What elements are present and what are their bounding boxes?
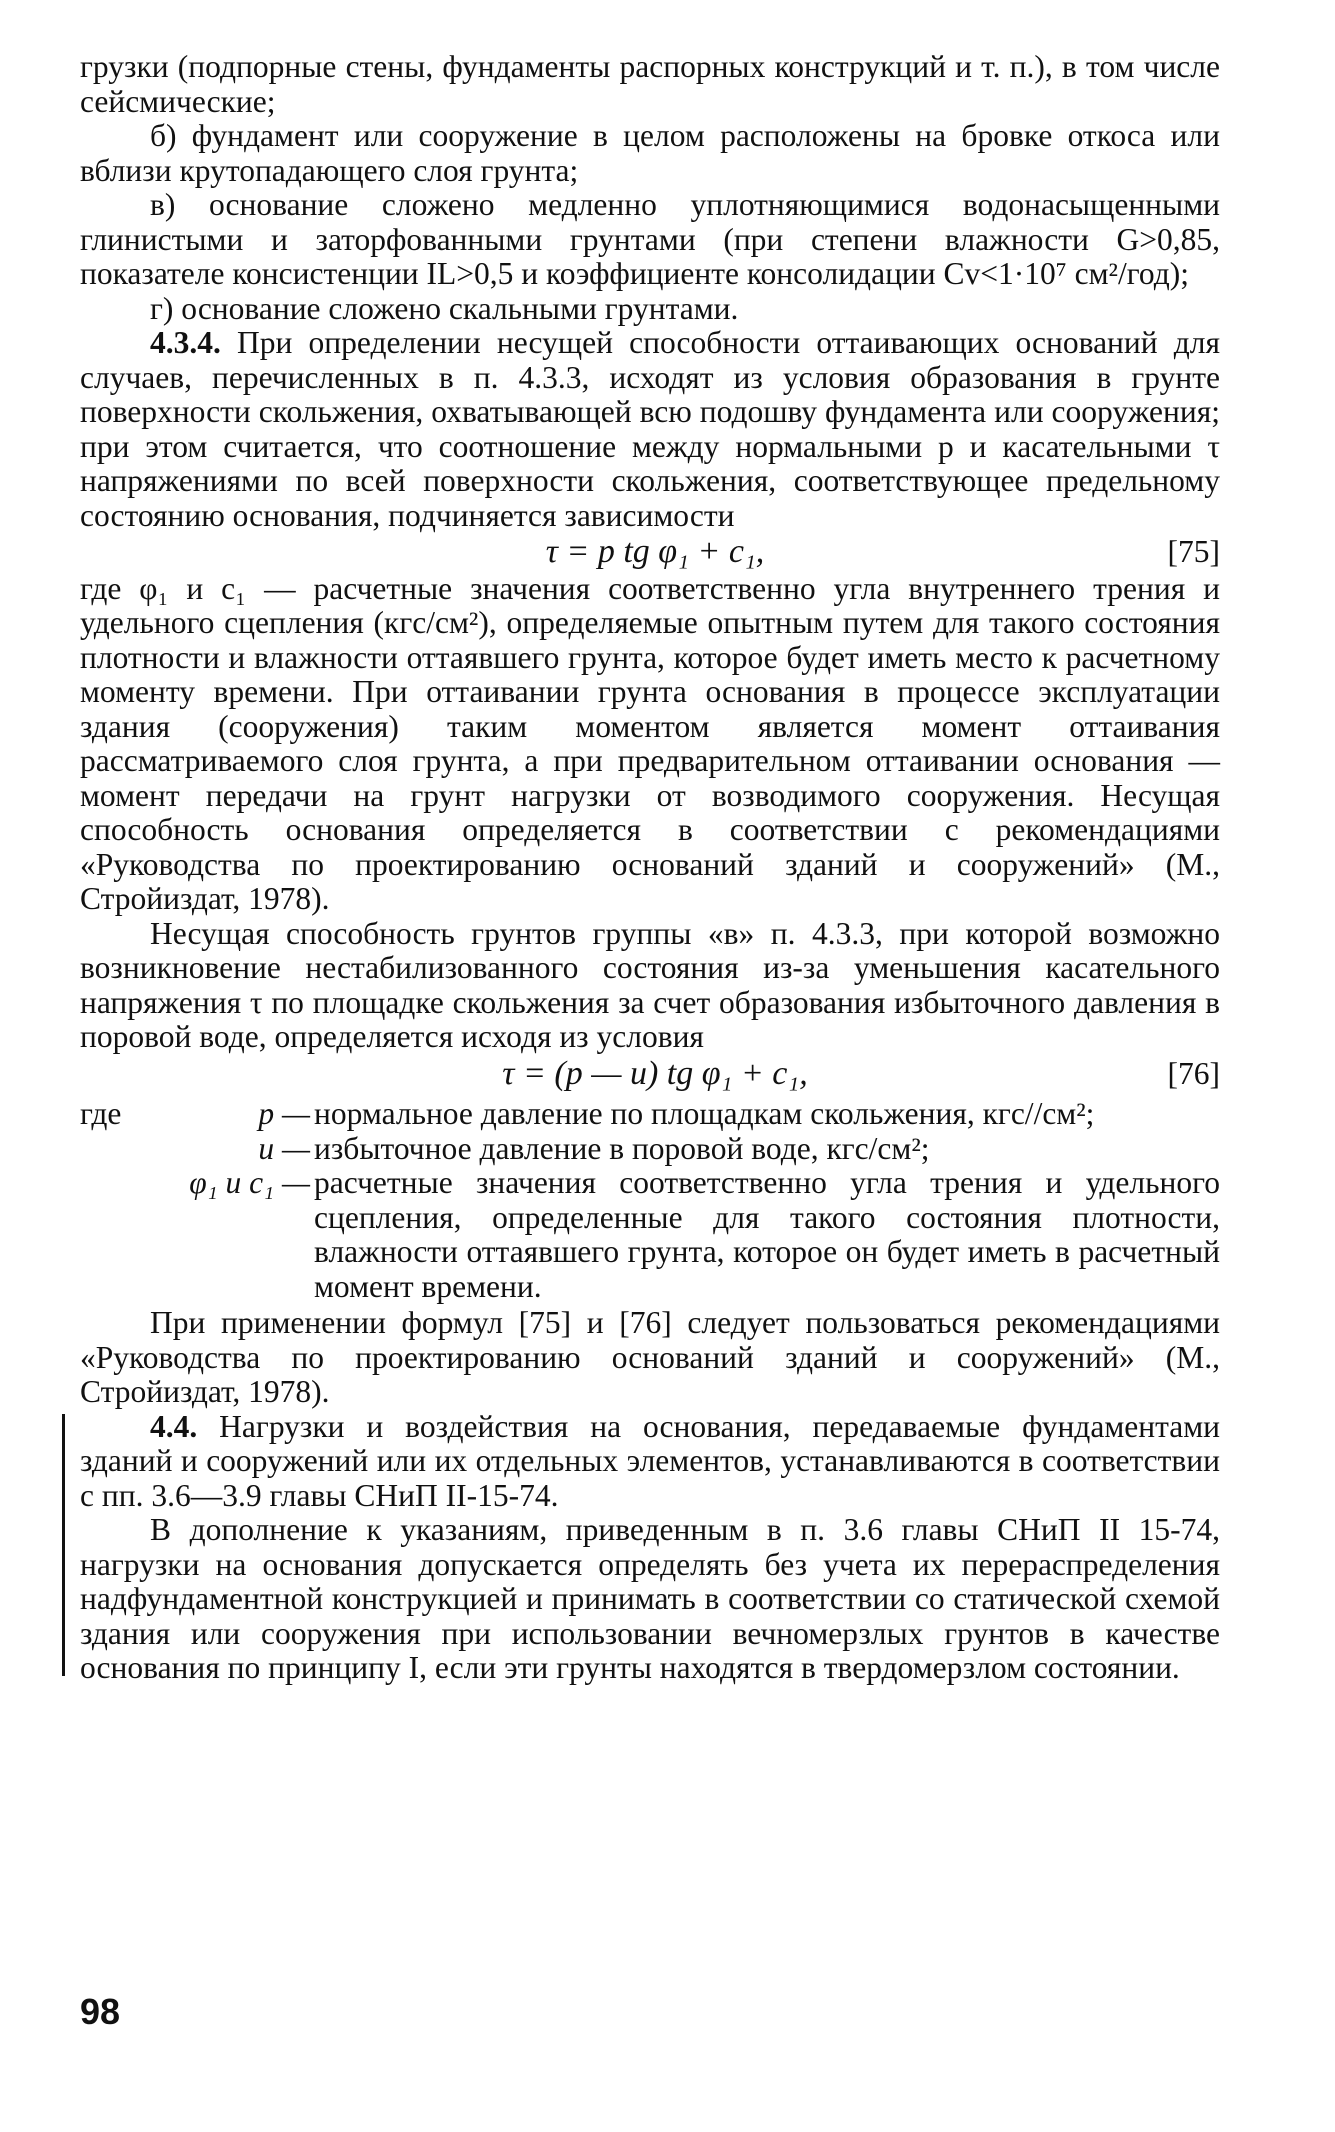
paragraph-where-75: где φ₁ и c₁ — расчетные значения соответственно угла внутреннего трения и удельного сцепления (кгс/см²), определяемые опытным путем для такого состояния плотности и влажности оттаявшего грунта, которое будет иметь место к расчетному моменту времени. При оттаивании грунта основания в процессе эксплуатации здания (сооружения) таким моментом является момент оттаивания рассматриваемого слоя грунта, а при предварительном оттаивании основания — момент передачи на грунт нагрузки от возводимого сооружения. Несущая способность основания определяется в соответствии с рекомендациями «Руководства по проектированию оснований зданий и сооружений» (М., Стройиздат, 1978). (80, 570, 1220, 916)
paragraph-group-v: Несущая способность грунтов группы «в» п. 4.3.3, при которой возможно возникновение нестабилизованного состояния из-за уменьшения касательного напряжения τ по площадке скольжения за счет образования избыточного давления в поровой воде, определяется исходя из условия (80, 915, 1220, 1054)
legend-where-label: где (80, 1096, 122, 1131)
revised-section-block (80, 1410, 1220, 1686)
legend-description: расчетные значения соответственно угла трения и удельного сцепления, определенные для такого состояния плотности, влажности оттаявшего грунта, которое он будет иметь в расчетный момент времени. (314, 1165, 1220, 1304)
list-item-g: г) основание сложено скальными грунтами. (150, 290, 739, 326)
legend-symbol: φ₁ и c₁ — (189, 1165, 310, 1200)
legend-description: избыточное давление в поровой воде, кгс/см²; (314, 1130, 930, 1166)
legend-description: нормальное давление по площадкам скольжения, кгс//см²; (314, 1096, 1095, 1131)
section-text: Нагрузки и воздействия на основания, передаваемые фундаментами зданий и сооружений или их отдельных элементов, устанавливаются в соответствии с пп. 3.6—3.9 главы СНиП II-15-74. (80, 1408, 1221, 1513)
formula-number: [76] (1167, 1055, 1220, 1091)
change-bar (62, 1414, 65, 1676)
list-item-v: в) основание сложено медленно уплотняющимися водонасыщенными глинистыми и заторфованными грунтами (при степени влажности G>0,85, показателе консистенции IL>0,5 и коэффициенте консолидации Cv<1·10⁷ см²/год); (80, 187, 1220, 291)
formula-75 (80, 535, 1220, 570)
formula-76 (80, 1054, 1220, 1092)
section-text: При определении несущей способности оттаивающих оснований для случаев, перечисленных в п. 4.3.3, исходят из условия образования в грунте поверхности скольжения, охватывающей всю подошву фундамента или сооружения; при этом считается, что соотношение между нормальными p и касательными τ напряжениями по всей поверхности скольжения, соответствующее предельному состоянию основания, подчиняется зависимости (80, 325, 1221, 533)
legend-symbol: p — (258, 1096, 310, 1131)
section-4-4 (80, 1410, 1220, 1514)
section-number: 4.3.4. (150, 325, 221, 360)
formula-number: [75] (1167, 534, 1220, 569)
section-4-3-4 (80, 326, 1220, 533)
formula-expression: τ = (p — u) tg φ₁ + c₁, (502, 1054, 808, 1092)
list-item-b: б) фундамент или сооружение в целом расположены на бровке откоса или вблизи крутопадающего слоя грунта; (80, 118, 1220, 188)
page-number: 98 (80, 1991, 121, 2032)
section-number: 4.4. (150, 1408, 198, 1444)
legend-symbol: u — (258, 1130, 310, 1166)
paragraph-addition: В дополнение к указаниям, приведенным в п. 3.6 главы СНиП II 15-74, нагрузки на основания допускается определять без учета их перераспределения надфундаментной конструкцией и принимать в соответствии со статической схемой здания или сооружения при использовании вечномерзлых грунтов в качестве основания по принципу I, если эти грунты находятся в твердомерзлом состоянии. (80, 1512, 1220, 1685)
paragraph-continued: грузки (подпорные стены, фундаменты распорных конструкций и т. п.), в том числе сейсмические; (80, 49, 1220, 119)
paragraph-apply-formulas: При применении формул [75] и [76] следует пользоваться рекомендациями «Руководства по проектированию оснований зданий и сооружений» (М., Стройиздат, 1978). (80, 1305, 1220, 1409)
formula-expression: τ = p tg φ₁ + c₁, (545, 533, 765, 570)
symbol-legend (80, 1097, 1220, 1304)
